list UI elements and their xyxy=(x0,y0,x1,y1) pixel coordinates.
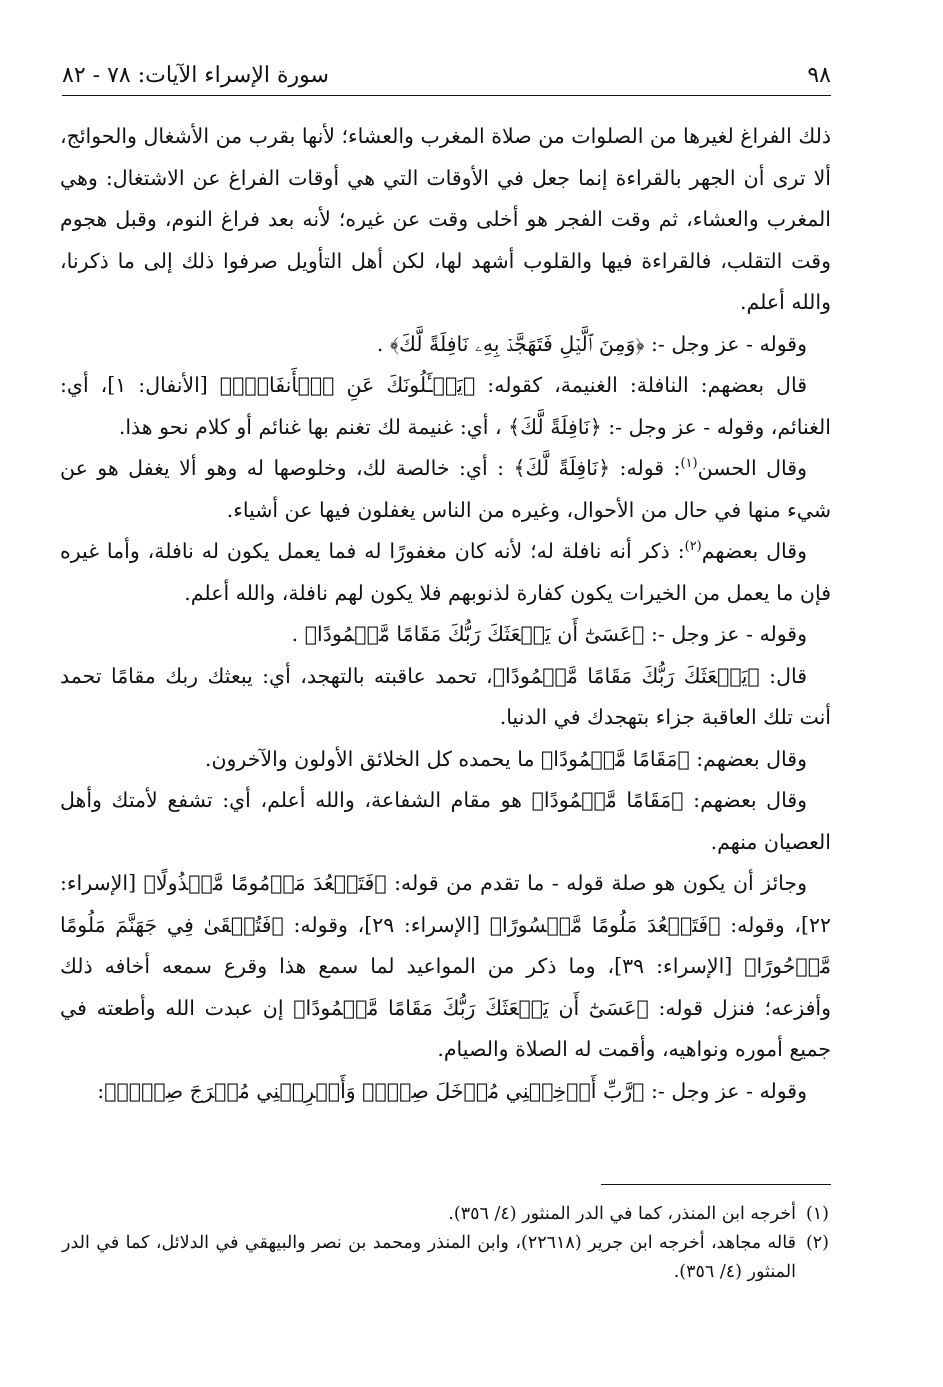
paragraph-text: . xyxy=(376,331,390,356)
quran-verse: ﴿فَتَقۡعُدَ مَذۡمُومًا مَّخۡذُولًا﴾ xyxy=(143,871,387,895)
footnotes xyxy=(62,1200,829,1287)
paragraph-text: ما يحمده كل الخلائق الأولون والآخرون. xyxy=(204,746,541,771)
quran-verse: ﴿رَّبِّ أَدۡخِلۡنِي مُدۡخَلَ صِدۡقٖ وَأَخۡرِجۡنِي مُخۡرَجَ صِدۡقٖ﴾ xyxy=(104,1078,645,1103)
paragraph-text: هو مقام الشفاعة، والله أعلم، أي: تشفع لأمتك وأهل العصيان منهم. xyxy=(60,788,831,854)
paragraph-text: : ذكر أنه نافلة له؛ لأنه كان مغفورًا له فما يعمل يكون له نافلة، وأما غيره فإن ما يعمل من الخيرات يكون كفارة لذنوبهم فلا يكون لهم نافلة، والله أعلم. xyxy=(60,539,831,605)
paragraph-3 xyxy=(60,365,831,448)
paragraph-text: قال: xyxy=(759,663,808,688)
paragraph-text: : xyxy=(97,1078,105,1103)
footnote-text: قاله مجاهد، أخرجه ابن جرير (٢٢٦١٨)، وابن المنذر ومحمد بن نصر والبيهقي في الدلائل، كما في الدر المنثور (٤/ ٣٥٦). xyxy=(62,1233,796,1282)
paragraph-5 xyxy=(60,531,831,614)
paragraph-text: وقال الحسن xyxy=(697,456,807,480)
paragraph-text: وقوله - عز وجل -: xyxy=(644,1078,807,1103)
paragraph-2 xyxy=(60,324,831,366)
paragraph-text: [الإسراء: ٣٩]، وما ذكر من المواعيد لما سمع هذا وقرع سمعه أخافه ذلك وأفزعه؛ فنزل قوله: xyxy=(60,954,832,1020)
header-title: سورة الإسراء الآيات: ٧٨ - ٨٢ xyxy=(62,62,329,88)
paragraph-text: وقال بعضهم: xyxy=(689,746,807,771)
paragraph-text: وجائز أن يكون هو صلة قوله - ما تقدم من قوله: xyxy=(386,871,807,895)
quran-verse: ﴿وَمِنَ ٱلَّيۡلِ فَتَهَجَّدۡ بِهِۦ نَافِلَةً لَّكَ﴾ xyxy=(389,331,645,356)
page-number: ٩٨ xyxy=(807,62,831,88)
paragraph-text: . xyxy=(291,622,305,646)
paragraph-1 xyxy=(60,116,831,324)
quran-verse: ﴿مَقَامًا مَّحۡمُودًا﴾ xyxy=(531,788,684,812)
footnote-number: (٢) xyxy=(805,1233,829,1253)
paragraph-text: ، تحمد عاقبته بالتهجد، أي: يبعثك ربك مقامًا تحمد أنت تلك العاقبة جزاء بتهجدك في الدنيا. xyxy=(60,663,831,729)
paragraph-text: ، أي: غنيمة لك تغنم بها غنائم أو كلام نحو هذا. xyxy=(118,414,509,439)
paragraph-text: [الإسراء: ٢٢]، وقوله: xyxy=(60,871,831,937)
quran-verse: ﴿نَافِلَةً لَّكَ﴾ xyxy=(508,414,602,439)
paragraph-text: إن عبدت الله وأطعته في جميع أموره ونواهيه، وأقمت له الصلاة والصيام. xyxy=(60,995,831,1061)
paragraph-text: : أي: خالصة لك، وخلوصها له وهو ألا يغفل هو عن شيء منها في حال من الأحوال، وغيره من الناس يغفلون فيها عن أشياء. xyxy=(60,456,831,522)
paragraph-text: [الأنفال: ١]، أي: الغنائم، وقوله - عز وجل -: xyxy=(60,373,831,439)
footnote-reference[interactable]: (١) xyxy=(680,456,698,472)
footnote-reference[interactable]: (٢) xyxy=(684,539,702,555)
paragraph-7 xyxy=(60,656,831,739)
quran-verse: ﴿فَتُلۡقَىٰ فِي جَهَنَّمَ مَلُومًا مَّدۡحُورًا﴾ xyxy=(60,912,831,978)
footnote-number: (١) xyxy=(805,1204,829,1224)
footnote-text: أخرجه ابن المنذر، كما في الدر المنثور (٤/ ٣٥٦). xyxy=(448,1204,796,1224)
paragraph-11 xyxy=(60,1071,831,1113)
quran-verse: ﴿مَقَامًا مَّحۡمُودًا﴾ xyxy=(540,746,690,771)
running-header xyxy=(62,58,831,92)
paragraph-text: وقوله - عز وجل -: xyxy=(644,622,807,646)
header-divider xyxy=(62,95,831,96)
paragraph-text: ذلك الفراغ لغيرها من الصلوات من صلاة المغرب والعشاء؛ لأنها بقرب من الأشغال والحوائج، ألا ترى أن الجهر بالقراءة إنما جعل في الأوقات التي هي أوقات الفراغ عن الاشتغال: وهي المغرب والعشاء، ثم وقت الفجر هو أخلى وقت عن غيره؛ لأنه بعد فراغ النوم، وقبل هجوم وقت التقلب، فالقراءة فيها والقلوب أشهد لها، لكن أهل التأويل صرفوا ذلك إلى ما ذكرنا، والله أعلم. xyxy=(60,124,831,314)
paragraph-text: وقال بعضهم xyxy=(701,539,807,563)
body-text xyxy=(60,116,831,1112)
footnote-2 xyxy=(62,1229,829,1287)
footnote-1 xyxy=(62,1200,829,1229)
paragraph-text: وقال بعضهم: xyxy=(683,788,808,812)
quran-verse: ﴿عَسَىٰٓ أَن يَبۡعَثَكَ رَبُّكَ مَقَامًا مَّحۡمُودًا﴾ xyxy=(304,622,645,646)
paragraph-6 xyxy=(60,614,831,656)
paragraph-8 xyxy=(60,739,831,781)
paragraph-text: وقوله - عز وجل -: xyxy=(644,331,807,356)
quran-verse: ﴿يَسۡـَٔلُونَكَ عَنِ ٱلۡأَنفَالِۖ﴾ xyxy=(219,373,476,397)
footnote-divider xyxy=(601,1184,831,1185)
quran-verse: ﴿عَسَىٰٓ أَن يَبۡعَثَكَ رَبُّكَ مَقَامًا مَّحۡمُودًا﴾ xyxy=(293,995,649,1020)
paragraph-4 xyxy=(60,448,831,531)
paragraph-10 xyxy=(60,863,831,1071)
paragraph-text: قال بعضهم: النافلة: الغنيمة، كقوله: xyxy=(475,373,807,397)
quran-verse: ﴿نَافِلَةً لَّكَ﴾ xyxy=(513,456,611,480)
quran-verse: ﴿فَتَقۡعُدَ مَلُومًا مَّحۡسُورًا﴾ xyxy=(489,912,721,937)
paragraph-text: : قوله: xyxy=(610,456,681,480)
paragraph-9 xyxy=(60,780,831,863)
paragraph-text: [الإسراء: ٢٩]، وقوله: xyxy=(283,912,490,937)
quran-verse: ﴿يَبۡعَثَكَ رَبُّكَ مَقَامًا مَّحۡمُودًا﴾ xyxy=(492,663,760,688)
